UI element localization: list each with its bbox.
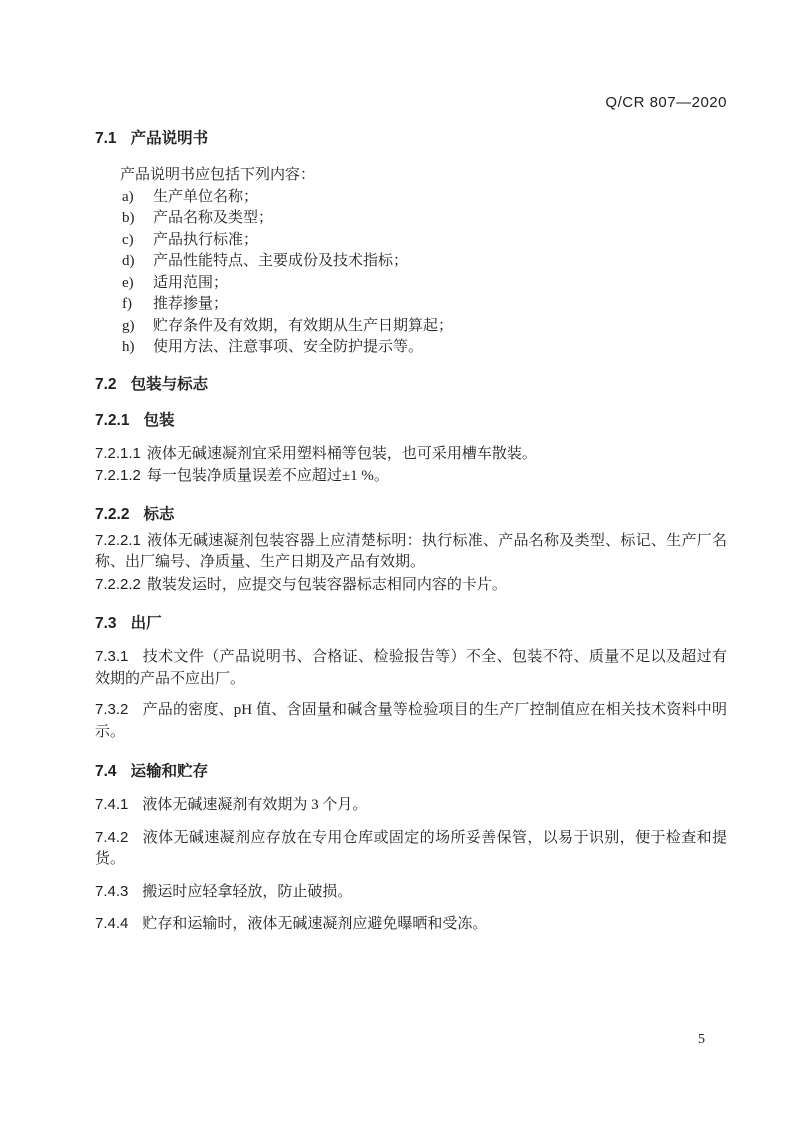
list-item <box>122 230 727 252</box>
list-item <box>122 187 727 209</box>
page-number: 5 <box>698 1032 705 1047</box>
heading-title: 标志 <box>143 505 175 523</box>
heading-title: 包装 <box>143 411 175 429</box>
list-item <box>122 337 727 359</box>
clause-number: 7.2.2.2 <box>95 575 141 593</box>
heading-7-4 <box>95 762 727 781</box>
heading-number: 7.2.2 <box>95 505 130 523</box>
list-item <box>122 294 727 316</box>
heading-7-2 <box>95 375 727 394</box>
heading-7-1 <box>95 129 727 148</box>
heading-title: 出厂 <box>130 615 162 632</box>
list-item-text: 贮存条件及有效期，有效期从生产日期算起； <box>153 317 454 334</box>
list-item-label: d) <box>122 253 135 269</box>
clause-text: 搬运时应轻拿轻放，防止破损。 <box>142 883 353 900</box>
clause-7-2-1-1 <box>95 443 727 466</box>
list-item-label: a) <box>122 188 134 205</box>
heading-number: 7.2.1 <box>95 411 130 429</box>
clause-text: 液体无碱速凝剂包装容器上应清楚标明：执行标准、产品名称及类型、标记、生产厂名称、出厂编号、净质量、生产日期及产品有效期。 <box>95 532 727 570</box>
list-item-label: g) <box>122 317 135 334</box>
list-item-label: e) <box>122 274 134 291</box>
clause-7-4-1 <box>95 794 727 817</box>
list-item <box>122 316 727 338</box>
list-item-text: 生产单位名称； <box>153 188 259 205</box>
heading-number: 7.4 <box>95 763 117 780</box>
clause-number: 7.4.4 <box>95 915 129 932</box>
heading-number: 7.3 <box>95 615 117 632</box>
list-item <box>122 251 727 273</box>
clause-text: 每一包装净质量误差不应超过±1 %。 <box>146 468 389 484</box>
list-item-text: 产品性能特点、主要成份及技术指标； <box>153 253 409 269</box>
list-item-text: 推荐掺量； <box>153 296 229 312</box>
clause-number: 7.4.3 <box>95 882 129 900</box>
clause-text: 液体无碱速凝剂应存放在专用仓库或固定的场所妥善保管，以易于识别，便于检查和提货。 <box>95 829 727 867</box>
clause-number: 7.3.2 <box>95 701 129 718</box>
clause-number: 7.2.1.2 <box>95 467 141 484</box>
heading-number: 7.1 <box>95 130 117 147</box>
clause-number: 7.4.1 <box>95 796 129 813</box>
clause-7-1-intro: 产品说明书应包括下列内容： <box>120 167 316 183</box>
list-item-text: 使用方法、注意事项、安全防护提示等。 <box>153 339 424 355</box>
clause-number: 7.3.1 <box>95 648 129 665</box>
clause-number: 7.2.1.1 <box>95 444 141 462</box>
list-item-label: f) <box>122 296 132 312</box>
clause-text: 产品的密度、pH 值、含固量和碱含量等检验项目的生产厂控制值应在相关技术资料中明示。 <box>95 702 727 740</box>
heading-7-2-1 <box>95 411 727 430</box>
heading-title: 产品说明书 <box>130 130 209 147</box>
clause-7-3-1 <box>95 646 727 690</box>
clause-7-4-4 <box>95 913 727 936</box>
standard-number: Q/CR 807—2020 <box>605 94 727 111</box>
list-item <box>122 273 727 295</box>
clause-text: 技术文件（产品说明书、合格证、检验报告等）不全、包装不符、质量不足以及超过有效期的产品不应出厂。 <box>95 649 727 687</box>
clause-7-2-2-1 <box>95 530 727 574</box>
clause-text: 液体无碱速凝剂有效期为 3 个月。 <box>142 797 368 813</box>
clause-text: 散装发运时，应提交与包装容器标志相同内容的卡片。 <box>146 576 507 593</box>
list-item-label: b) <box>122 210 135 226</box>
heading-7-2-2 <box>95 505 727 524</box>
list-item-text: 产品执行标准； <box>153 231 259 248</box>
clause-7-4-3 <box>95 881 727 904</box>
list-item-text: 产品名称及类型； <box>153 210 274 226</box>
heading-title: 包装与标志 <box>130 375 209 393</box>
clause-text: 贮存和运输时，液体无碱速凝剂应避免曝晒和受冻。 <box>142 916 488 932</box>
heading-7-3 <box>95 614 727 633</box>
clause-number: 7.4.2 <box>95 828 129 846</box>
list-item-label: h) <box>122 339 135 355</box>
clause-text: 液体无碱速凝剂宜采用塑料桶等包装，也可采用槽车散装。 <box>146 445 537 462</box>
heading-title: 运输和贮存 <box>130 763 209 780</box>
list-item <box>122 208 727 230</box>
list-item-label: c) <box>122 231 134 248</box>
clause-7-3-2 <box>95 699 727 743</box>
clause-number: 7.2.2.1 <box>95 531 141 549</box>
clause-7-2-2-2 <box>95 574 727 597</box>
list-item-text: 适用范围； <box>153 274 229 291</box>
heading-number: 7.2 <box>95 375 117 393</box>
clause-7-4-2 <box>95 827 727 871</box>
product-manual-item-list <box>122 187 727 359</box>
clause-7-2-1-2 <box>95 465 727 488</box>
